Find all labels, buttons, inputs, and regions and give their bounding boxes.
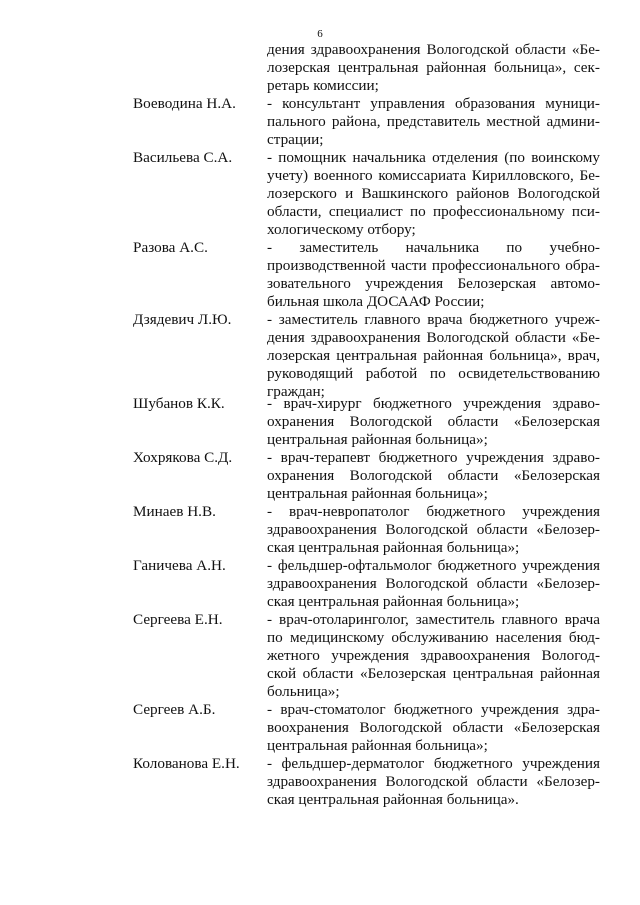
role-line: страции; — [267, 131, 324, 148]
member-role — [267, 503, 600, 557]
member-name: Разова А.С. — [133, 239, 208, 256]
member-role — [267, 239, 600, 311]
member-role — [267, 95, 600, 149]
role-line: учету) военного комиссариата Кирилловского, Бе- — [267, 167, 600, 184]
member-name: Сергеева Е.Н. — [133, 611, 223, 628]
role-line: - врач-отоларинголог, заместитель главного врача — [267, 611, 600, 628]
role-line: здравоохранения Вологодской области «Белозер- — [267, 521, 600, 538]
role-line: охранения Вологодской области «Белозерская — [267, 413, 600, 430]
role-line: пального района, представитель местной админи- — [267, 113, 600, 130]
role-line: хологическому отбору; — [267, 221, 416, 238]
member-name: Минаев Н.В. — [133, 503, 216, 520]
role-line: производственной части профессионального обра- — [267, 257, 600, 274]
role-line: охранения Вологодской области «Белозерская — [267, 467, 600, 484]
role-line: лозерская центральная районная больница», сек- — [267, 59, 600, 76]
role-line: руководящий работой по освидетельствованию — [267, 365, 600, 382]
role-line: по медицинскому обслуживанию населения бюд- — [267, 629, 600, 646]
member-name: Воеводина Н.А. — [133, 95, 236, 112]
role-line: бильная школа ДОСААФ России; — [267, 293, 485, 310]
page-number: 6 — [317, 28, 323, 40]
role-line: центральная районная больница»; — [267, 431, 488, 448]
role-line: дения здравоохранения Вологодской области «Бе- — [267, 41, 600, 58]
role-line: - врач-невропатолог бюджетного учреждения — [267, 503, 600, 520]
role-line: - консультант управления образования муници- — [267, 95, 600, 112]
member-role — [267, 149, 600, 239]
role-line: лозерская центральная районная больница», врач, — [267, 347, 600, 364]
role-line: больница»; — [267, 683, 340, 700]
role-line: - врач-терапевт бюджетного учреждения здраво- — [267, 449, 600, 466]
role-line: - врач-хирург бюджетного учреждения здраво- — [267, 395, 600, 412]
member-role — [267, 395, 600, 449]
member-role — [267, 755, 600, 809]
role-line: - врач-стоматолог бюджетного учреждения здра- — [267, 701, 600, 718]
member-name: Шубанов К.К. — [133, 395, 225, 412]
continued-role-text — [267, 41, 600, 95]
role-line: граждан; — [267, 383, 325, 400]
member-name: Васильева С.А. — [133, 149, 233, 166]
role-line: ретарь комиссии; — [267, 77, 379, 94]
role-line: ская центральная районная больница»; — [267, 539, 520, 556]
member-name: Хохрякова С.Д. — [133, 449, 233, 466]
role-line: - помощник начальника отделения (по воинскому — [267, 149, 600, 166]
member-role — [267, 449, 600, 503]
member-name: Колованова Е.Н. — [133, 755, 240, 772]
role-line: - фельдшер-дерматолог бюджетного учреждения — [267, 755, 600, 772]
role-line: центральная районная больница»; — [267, 737, 488, 754]
role-line: - заместитель главного врача бюджетного учреж- — [267, 311, 600, 328]
member-name: Сергеев А.Б. — [133, 701, 216, 718]
role-line: области, специалист по профессиональному пси- — [267, 203, 600, 220]
member-role — [267, 557, 600, 611]
role-line: здравоохранения Вологодской области «Белозер- — [267, 773, 600, 790]
member-role — [267, 311, 600, 401]
role-line: - заместитель начальника по учебно- — [267, 239, 600, 256]
role-line: здравоохранения Вологодской области «Белозер- — [267, 575, 600, 592]
role-line: жетного учреждения здравоохранения Вологод- — [267, 647, 600, 664]
member-name: Дзядевич Л.Ю. — [133, 311, 232, 328]
role-line: дения здравоохранения Вологодской области «Бе- — [267, 329, 600, 346]
role-line: ская центральная районная больница»; — [267, 593, 520, 610]
role-line: центральная районная больница»; — [267, 485, 488, 502]
member-role — [267, 611, 600, 701]
role-line: ская центральная районная больница». — [267, 791, 519, 808]
member-name: Ганичева А.Н. — [133, 557, 226, 574]
role-line: воохранения Вологодской области «Белозерская — [267, 719, 600, 736]
role-line: зовательного учреждения Белозерская автомо- — [267, 275, 600, 292]
role-line: - фельдшер-офтальмолог бюджетного учреждения — [267, 557, 600, 574]
role-line: ской области «Белозерская центральная районная — [267, 665, 600, 682]
role-line: лозерского и Вашкинского районов Вологодской — [267, 185, 600, 202]
member-role — [267, 701, 600, 755]
